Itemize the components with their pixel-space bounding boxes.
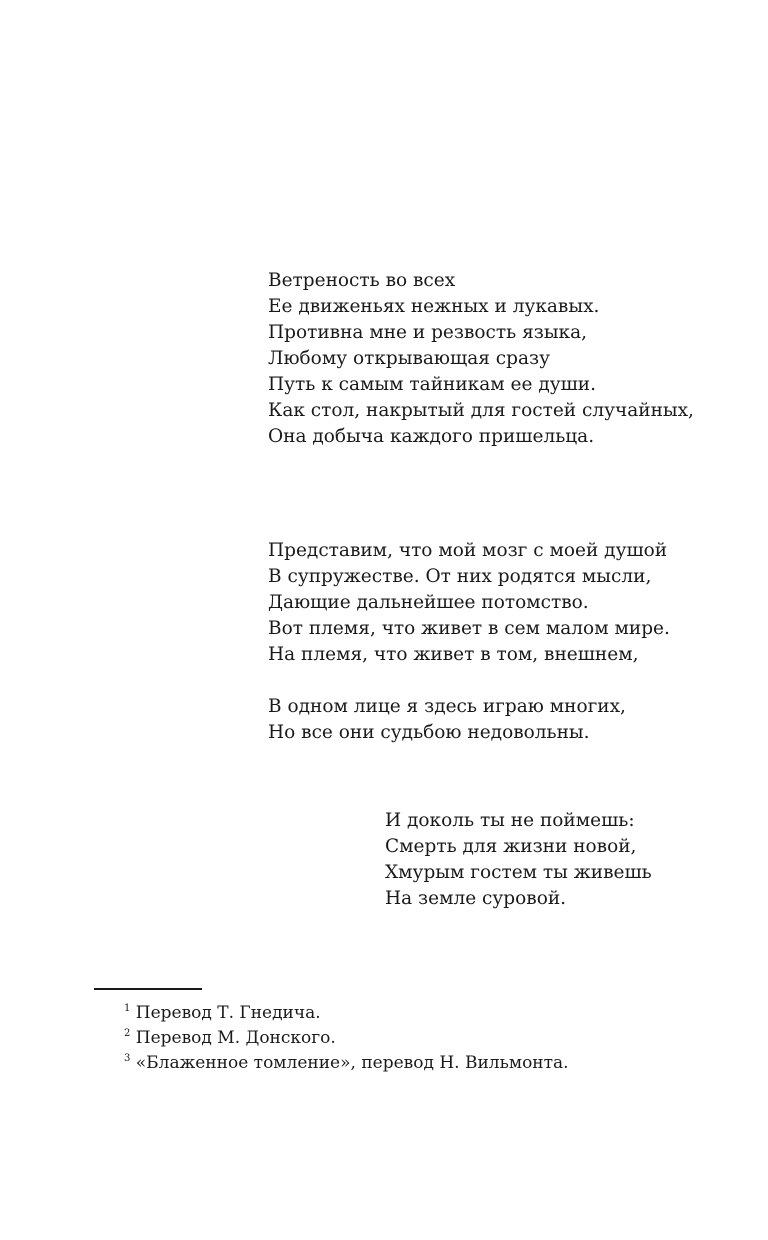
verse-line: Любому открывающая сразу [268, 348, 551, 369]
footnote-item [124, 1000, 321, 1026]
verse-line: Хмурым гостем ты живешь [385, 862, 652, 883]
verse-line: Но все они судьбою недовольны. [268, 722, 590, 743]
verse-line: Представим, что мой мозг с моей душой [268, 540, 668, 561]
verse-line: На племя, что живет в том, внешнем, [268, 644, 639, 665]
footnote-item [124, 1025, 336, 1051]
verse-line: Смерть для жизни новой, [385, 836, 637, 857]
footnote-number: 1 [124, 1003, 131, 1014]
verse-line: Дающие дальнейшее потомство. [268, 592, 589, 613]
verse-line: Ее движеньях нежных и лукавых. [268, 296, 600, 317]
footnote-item [124, 1050, 569, 1076]
verse-line: Ветреность во всех [268, 270, 456, 291]
verse-line: Противна мне и резвость языка, [268, 322, 588, 343]
footnote-text: «Блаженное томление», перевод Н. Вильмонта. [135, 1053, 569, 1073]
footnote-text: Перевод М. Донского. [135, 1028, 336, 1048]
verse-line: На земле суровой. [385, 888, 567, 909]
verse-line: Как стол, накрытый для гостей случайных, [268, 400, 694, 421]
verse-line: В супружестве. От них родятся мысли, [268, 566, 652, 587]
verse-line: В одном лице я здесь играю многих, [268, 696, 626, 717]
footnote-separator [94, 988, 202, 990]
verse-line: Вот племя, что живет в сем малом мире. [268, 618, 670, 639]
verse-line: И доколь ты не поймешь: [385, 810, 635, 831]
footnote-number: 3 [124, 1053, 131, 1064]
verse-line: Она добыча каждого пришельца. [268, 426, 595, 447]
footnote-number: 2 [124, 1028, 131, 1039]
footnote-text: Перевод Т. Гнедича. [135, 1003, 321, 1023]
verse-line: Путь к самым тайникам ее души. [268, 374, 597, 395]
